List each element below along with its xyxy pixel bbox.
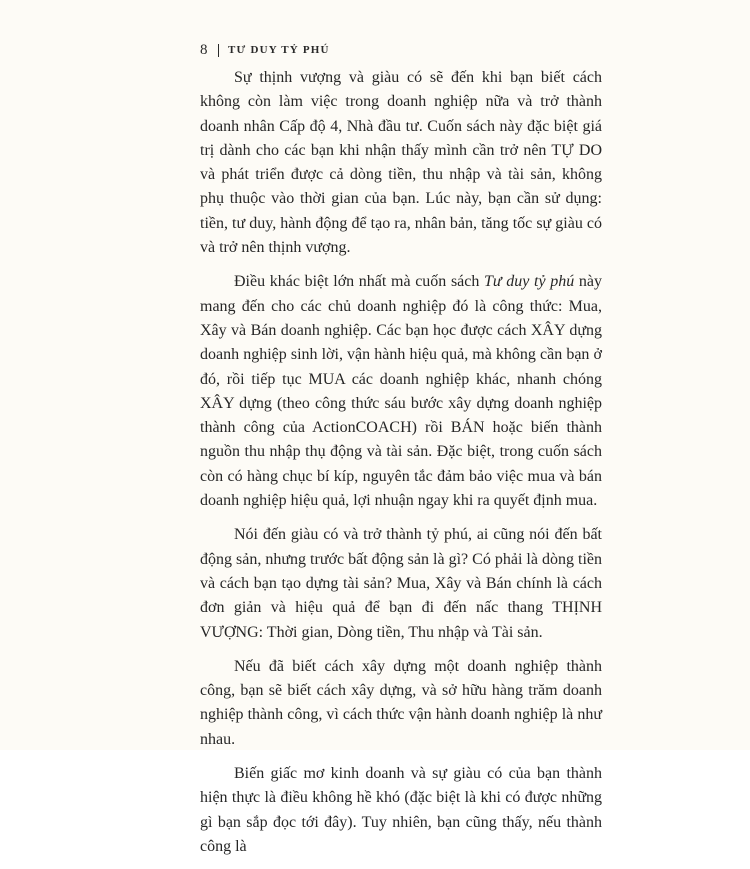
paragraph: Nói đến giàu có và trở thành tỷ phú, ai cũng nói đến bất động sản, nhưng trước bất động sản là gì? Có phải là dòng tiền và cách bạn tạo dựng tài sản? Mua, Xây và Bán chính là cách đơn giản và hiệu quả để bạn đi đến nấc thang THỊNH VƯỢNG: Thời gian, Dòng tiền, Thu nhập và Tài sản. xyxy=(200,526,602,641)
paragraph: Biến giấc mơ kinh doanh và sự giàu có của bạn thành hiện thực là điều không hề khó (đặc biệt là khi có được những gì bạn sắp đọc tới đây). Tuy nhiên, bạn cũng thấy, nếu thành công là xyxy=(200,765,602,855)
book-title: Tư duy tỷ phú xyxy=(484,273,575,291)
paragraph xyxy=(200,270,602,513)
paragraph: Nếu đã biết cách xây dựng một doanh nghiệp thành công, bạn sẽ biết cách xây dựng, và sở hữu hàng trăm doanh nghiệp thành công, vì cách thức vận hành doanh nghiệp là như nhau. xyxy=(200,657,602,748)
paragraph: Sự thịnh vượng và giàu có sẽ đến khi bạn biết cách không còn làm việc trong doanh nghiệp nữa và trở thành doanh nhân Cấp độ 4, Nhà đầu tư. Cuốn sách này đặc biệt giá trị dành cho các bạn khi nhận thấy mình cần trở nên TỰ DO và phát triển được cả dòng tiền, thu nhập và tài sản, không phụ thuộc vào thời gian của bạn. Lúc này, bạn cần sử dụng: tiền, tư duy, hành động để tạo ra, nhân bản, tăng tốc sự giàu có và trở nên thịnh vượng. xyxy=(200,69,602,257)
header-divider xyxy=(218,44,219,57)
paragraph-text: Điều khác biệt lớn nhất mà cuốn sách xyxy=(234,273,485,291)
page-number: 8 xyxy=(200,41,208,58)
page-header xyxy=(200,40,330,60)
paragraph-text: này mang đến cho các chủ doanh nghiệp đó là công thức: Mua, Xây và Bán doanh nghiệp. Các bạn học được cách XÂY dựng doanh nghiệp sinh lời, vận hành hiệu quả, mà không cần bạn ở đó, rồi tiếp tục MUA các doanh nghiệp khác, nhanh chóng XÂY dựng (theo công thức sáu bước xây dựng doanh nghiệp thành công của ActionCOACH) rồi BÁN hoặc biến thành nguồn thu nhập thụ động và tài sản. Đặc biệt, trong cuốn sách còn có hàng chục bí kíp, nguyên tắc đảm bảo việc mua và bán doanh nghiệp hiệu quả, lợi nhuận ngay khi ra quyết định mua. xyxy=(200,273,602,510)
body-text xyxy=(200,66,602,869)
running-title: TƯ DUY TỶ PHÚ xyxy=(228,44,330,56)
